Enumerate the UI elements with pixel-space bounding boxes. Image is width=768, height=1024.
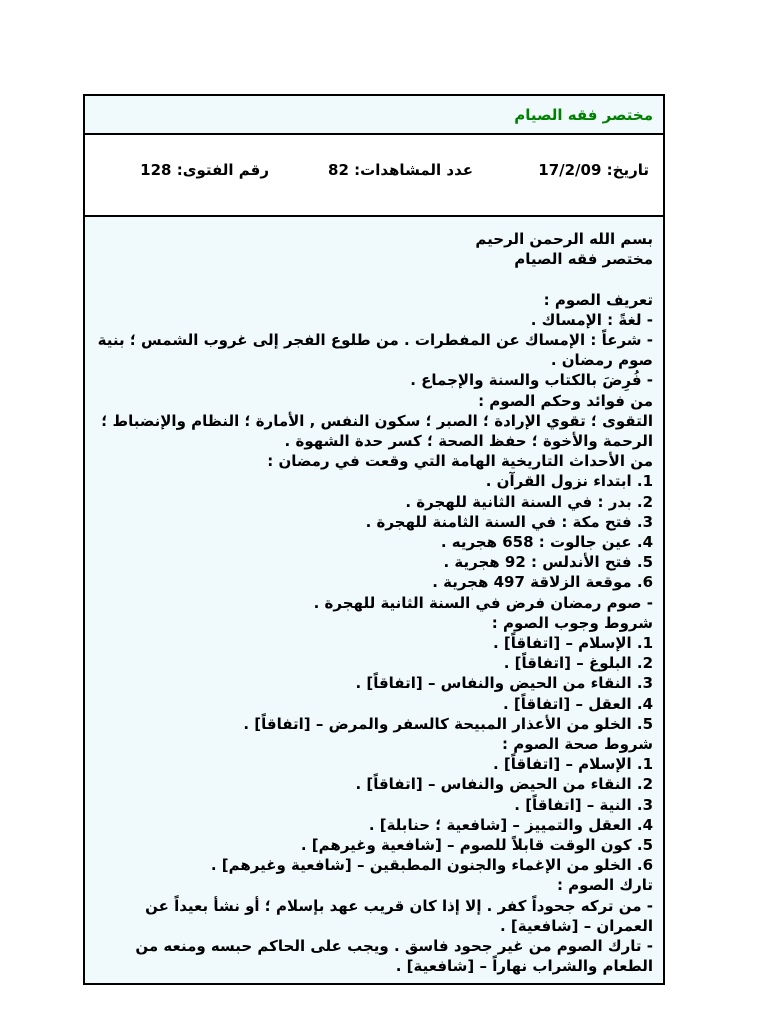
body-line: 5. كون الوقت قابلاً للصوم – [شافعية وغيرهم] . bbox=[300, 836, 653, 855]
body-line: 6. موقعة الزلاقة 497 هجرية . bbox=[432, 573, 653, 592]
fatwa-number-label: رقم الفتوى: bbox=[176, 161, 269, 179]
meta-bar bbox=[85, 135, 663, 217]
body-line: 2. البلوغ – [اتفاقاً] . bbox=[503, 654, 653, 673]
body-line: مختصر فقه الصيام bbox=[514, 250, 653, 269]
views-value: 82 bbox=[328, 161, 349, 179]
views-label: عدد المشاهدات: bbox=[354, 161, 473, 179]
body-line: 3. النقاء من الحيض والنفاس – [اتفاقاً] . bbox=[355, 674, 653, 693]
fatwa-number-value: 128 bbox=[140, 161, 172, 179]
body-line: - تارك الصوم من غير جحود فاسق . ويجب على الحاكم حبسه ومنعه من الطعام والشراب نهاراً – [شافعية] . bbox=[135, 937, 653, 976]
body-line bbox=[97, 269, 653, 289]
body-line: 5. فتح الأندلس : 92 هجرية . bbox=[443, 553, 653, 572]
fatwa-number-field bbox=[140, 161, 269, 179]
body-line: 5. الخلو من الأعذار المبيحة كالسفر والمرض – [اتفاقاً] . bbox=[243, 714, 653, 733]
body-line: من الأحداث التاريخية الهامة التي وقعت في رمضان : bbox=[267, 452, 653, 471]
body-line: 1. الإسلام – [اتفاقاً] . bbox=[492, 755, 653, 774]
date-label: تاريخ: bbox=[606, 161, 649, 179]
body-line: 3. فتح مكة : في السنة الثامنة للهجرة . bbox=[365, 512, 653, 531]
body-line: 4. عين جالوت : 658 هجريه . bbox=[440, 533, 653, 552]
body-line: 3. النية – [اتفاقاً] . bbox=[514, 795, 653, 814]
body-line: - لغةً : الإمساك . bbox=[530, 310, 653, 329]
body-line: 6. الخلو من الإغماء والجنون المطبقين – [شافعية وغيرهم] . bbox=[210, 856, 653, 875]
date-value: 17/2/09 bbox=[538, 161, 602, 179]
date-field bbox=[538, 161, 649, 179]
body-line: شروط صحة الصوم : bbox=[501, 735, 653, 754]
page-title: مختصر فقه الصيام bbox=[514, 105, 653, 124]
body-line: - فُرِضَ بالكتاب والسنة والإجماع . bbox=[410, 371, 653, 390]
body-line: 1. ابتداء نزول القرآن . bbox=[485, 472, 653, 491]
fatwa-panel bbox=[83, 94, 665, 985]
body-line: بسم الله الرحمن الرحيم bbox=[475, 230, 653, 248]
views-field bbox=[328, 161, 473, 179]
title-bar bbox=[85, 96, 663, 135]
body-line: - شرعاً : الإمساك عن المفطرات . من طلوع الفجر إلى غروب الشمس ؛ بنية صوم رمضان . bbox=[97, 331, 653, 370]
body-line: شروط وجوب الصوم : bbox=[491, 613, 653, 632]
body-line: تارك الصوم : bbox=[556, 876, 653, 895]
fatwa-body bbox=[85, 217, 663, 977]
body-line: 2. بدر : في السنة الثانية للهجرة . bbox=[405, 492, 653, 511]
body-line: 2. النقاء من الحيض والنفاس – [اتفاقاً] . bbox=[355, 775, 653, 794]
body-line: تعريف الصوم : bbox=[543, 290, 653, 309]
body-line: - من تركه جحوداً كفر . إلا إذا كان قريب عهد بإسلام ؛ أو نشأ بعيداً عن العمران – [شافعية] . bbox=[145, 896, 653, 935]
body-line: 4. العقل والتمييز – [شافعية ؛ حنابلة] . bbox=[368, 815, 653, 834]
body-line: 4. العقل – [اتفاقاً] . bbox=[502, 694, 653, 713]
body-line: من فوائد وحكم الصوم : bbox=[478, 391, 653, 410]
body-line: 1. الإسلام – [اتفاقاً] . bbox=[492, 634, 653, 653]
body-line: التقوى ؛ تقوي الإرادة ؛ الصبر ؛ سكون النفس , الأمارة ؛ النظام والإنضباط ؛ الرحمة والأخوة ؛ حفظ الصحة ؛ كسر حدة الشهوة . bbox=[101, 411, 653, 451]
body-line: - صوم رمضان فرض في السنة الثانية للهجرة . bbox=[313, 593, 653, 612]
